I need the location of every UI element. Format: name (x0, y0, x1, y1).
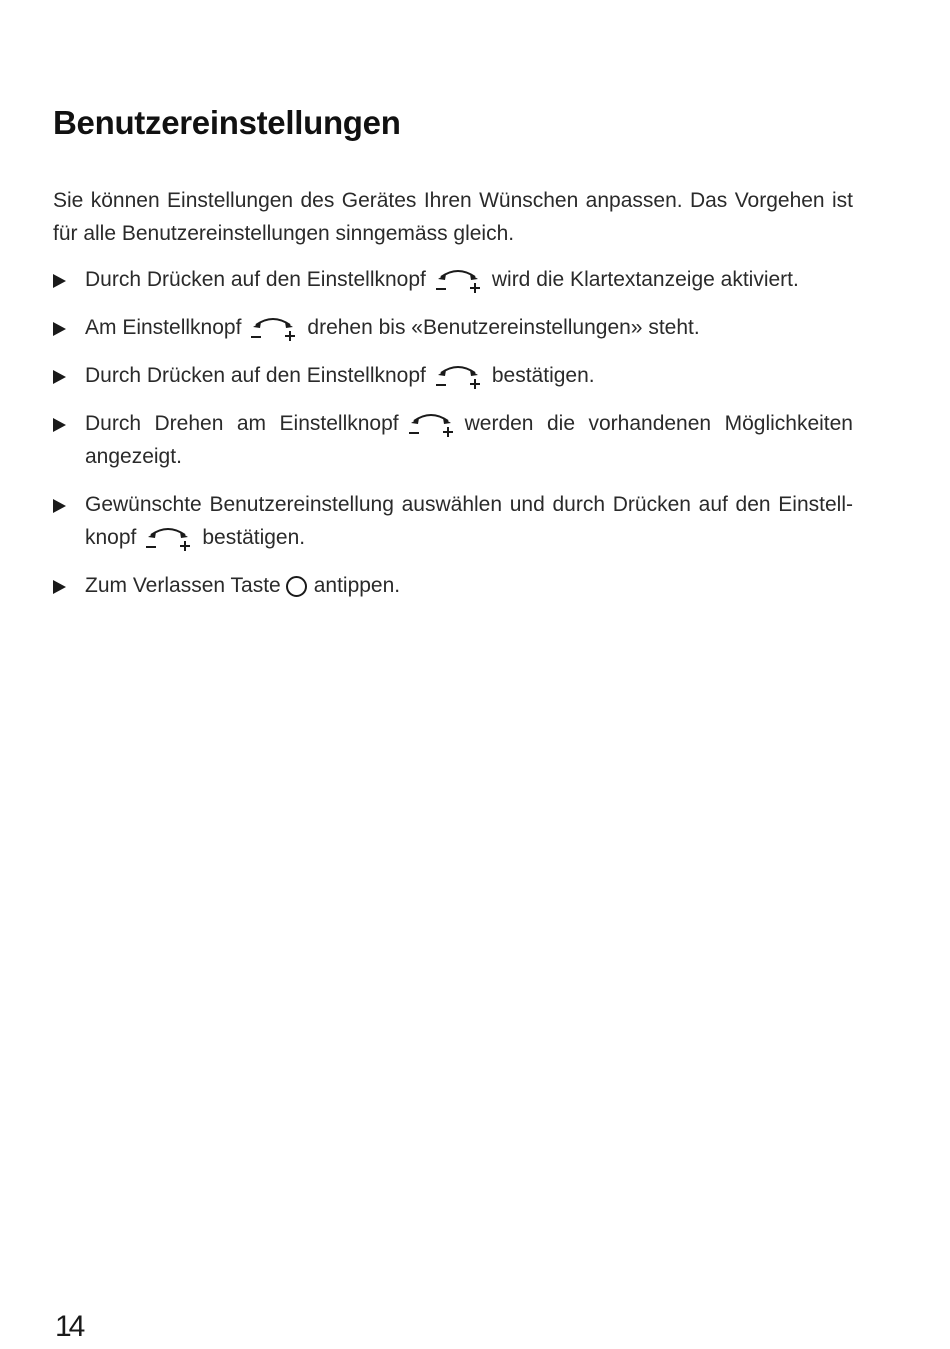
step-text-before: Am Einstellknopf (85, 316, 242, 339)
step-text-after: drehen bis «Benutzereinstellungen» steht. (307, 316, 700, 339)
triangle-bullet-icon (53, 418, 66, 432)
step-text-after: bestätigen. (202, 526, 306, 549)
instruction-step-5 (53, 488, 853, 554)
instruction-step-4 (53, 407, 853, 473)
step-text-before: Durch Drücken auf den Einstellknopf (85, 268, 426, 291)
triangle-bullet-icon (53, 499, 66, 513)
rotary-knob-icon (405, 410, 457, 438)
page-title: Benutzereinstellungen (53, 104, 401, 141)
rotary-knob-icon (432, 266, 484, 294)
instruction-list (53, 263, 853, 617)
step-text-before: Durch Drehen am Einstellknopf (85, 412, 399, 435)
step-text-before: Durch Drücken auf den Einstellknopf (85, 364, 426, 387)
triangle-bullet-icon (53, 370, 66, 384)
page-number: 14 (55, 1310, 83, 1343)
instruction-step-3 (53, 359, 853, 392)
step-text-before: Gewünschte Benutzereinstellung auswählen und durch Drücken auf den Einstell-knopf (85, 493, 853, 549)
circle-key-icon (286, 576, 307, 597)
step-text-after: werden die vorhandenen Möglichkeiten angezeigt. (85, 412, 853, 468)
triangle-bullet-icon (53, 274, 66, 288)
instruction-step-2 (53, 311, 853, 344)
triangle-bullet-icon (53, 580, 66, 594)
rotary-knob-icon (432, 362, 484, 390)
rotary-knob-icon (247, 314, 299, 342)
instruction-step-1 (53, 263, 853, 296)
step-text-after: bestätigen. (491, 364, 595, 387)
instruction-step-6 (53, 569, 853, 602)
rotary-knob-icon (142, 524, 194, 552)
step-text-after: wird die Klartextanzeige aktiviert. (491, 268, 799, 291)
intro-paragraph: Sie können Einstellungen des Gerätes Ihren Wünschen anpassen. Das Vorgehen ist für alle Benutzereinstellungen sinngemäss gleich. (53, 189, 853, 245)
step-text-before: Zum Verlassen Taste (85, 574, 281, 597)
triangle-bullet-icon (53, 322, 66, 336)
step-text-after: antippen. (313, 574, 401, 597)
